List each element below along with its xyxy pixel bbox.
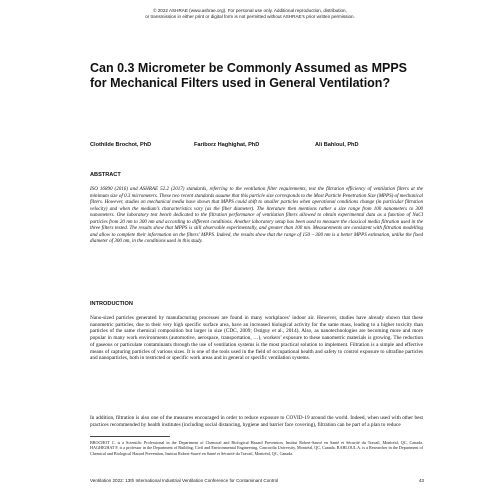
page-number: 43 [418,478,424,483]
footnote-divider [90,436,170,437]
author-affiliations-footnote: BROCHOT C. is a Scientific Professional in the Department of Chemical and Biological Hazard Prevention, Institut Robert-Sauvé en Santé et Sécurité du Travail, Montréal, QC, Canada. HAGHIGHAT F. is a professor in the Department of Building, Civil and Environmental Engineering, Concordia University, Montréal, QC, Canada. BAHLOUL A. is a Researcher in the Department of Chemical and Biological Hazard Prevention, Institut Robert-Sauvé en Santé et Sécurité du Travail, Montréal, QC, Canada. [90,440,423,456]
copyright-line-1: © 2022 ASHRAE (www.ashrae.org). For personal use only. Additional reproduction, distribution, [153,8,347,13]
introduction-heading: INTRODUCTION [90,301,133,307]
author-list [90,142,420,150]
footer-conference: Ventilation 2022: 13th International Industrial Ventilation Conference for Contaminant Control [90,478,279,483]
page-footer [90,478,424,485]
introduction-paragraph-2: In addition, filtration is also one of the measures encouraged in order to reduce exposure to COVID-19 around the world. Indeed, when used with other best practices recommended by health institutes (including social distancing, hygiene and barrier face covering), filtration can be part of a plan to reduce [90,415,423,428]
paper-title: Can 0.3 Micrometer be Commonly Assumed as MPPS for Mechanical Filters used in General Ventilation? [90,61,407,90]
author-1: Clothilde Brochot, PhD [90,142,152,148]
abstract-heading: ABSTRACT [90,172,121,178]
abstract-text: ISO 16890 (2016) and ASHRAE 52.2 (2017) standards, referring to the ventilation filter requirements, test the filtration efficiency of ventilation filters at the minimum size of 0.3 micrometers. These two recent standards assume that this particle size corresponds to the Most Particle Penetration Size (MPPS) of mechanical filters. However, studies on mechanical media have shown that MPPS could shift to smaller particles when operational conditions change (in particular filtration velocity) and when the medium’s characteristics vary (as the fiber diameter). The literature then mentions rather a size range from 100 nanometers to 300 nanometers. One laboratory test bench dedicated to the filtration performance of ventilation filters allowed to obtain experimental data as a function of NaCl particles from 20 nm to 300 nm and according to different conditions. Another laboratory setup has been used to measure the classical media filtration used in the three filters tested. The results show that MPPS is still observable experimentally, and greater than 100 nm. Measurements are consistent with filtration modelling and allow to complete their information on the filters’ MPPS. Indeed, the results show that the range of 150 – 300 nm is a better MPPS estimation, unlike the fixed diameter of 300 nm, in the conditions used in this study. [90,186,424,245]
copyright-notice [60,8,440,20]
author-3: Ali Bahloul, PhD [315,142,359,148]
author-2: Fariborz Haghighat, PhD [194,142,260,148]
introduction-paragraph-1: Nano-sized particles generated by manufacturing processes are found in many workplaces’ indoor air. However, studies have already shown that these nanometric particles, due to their very high specific surface area, have an increased biological activity for the same mass, leading to a higher toxicity than particles of the same chemical composition but larger in size (CDC, 2009; Ostiguy et al., 2014). Also, as nanotechnologies are becoming more and more popular in many work environments (automotive, aerospace, transportation, …), workers’ exposure to these nanometric materials is growing. The reduction of gaseous or particulate contaminants through the use of ventilation systems is the most practical solution to implement. Filtration is a simple and effective means of capturing particles of various sizes. It is one of the tools used in the field of occupational health and safety to control exposure to ultrafine particles and nanoparticles, both in restricted or specific work areas and in general or specific ventilation systems. [90,315,423,362]
copyright-line-2: or transmission in either print or digital form is not permitted without ASHRAE’s prior written permission. [145,14,355,19]
